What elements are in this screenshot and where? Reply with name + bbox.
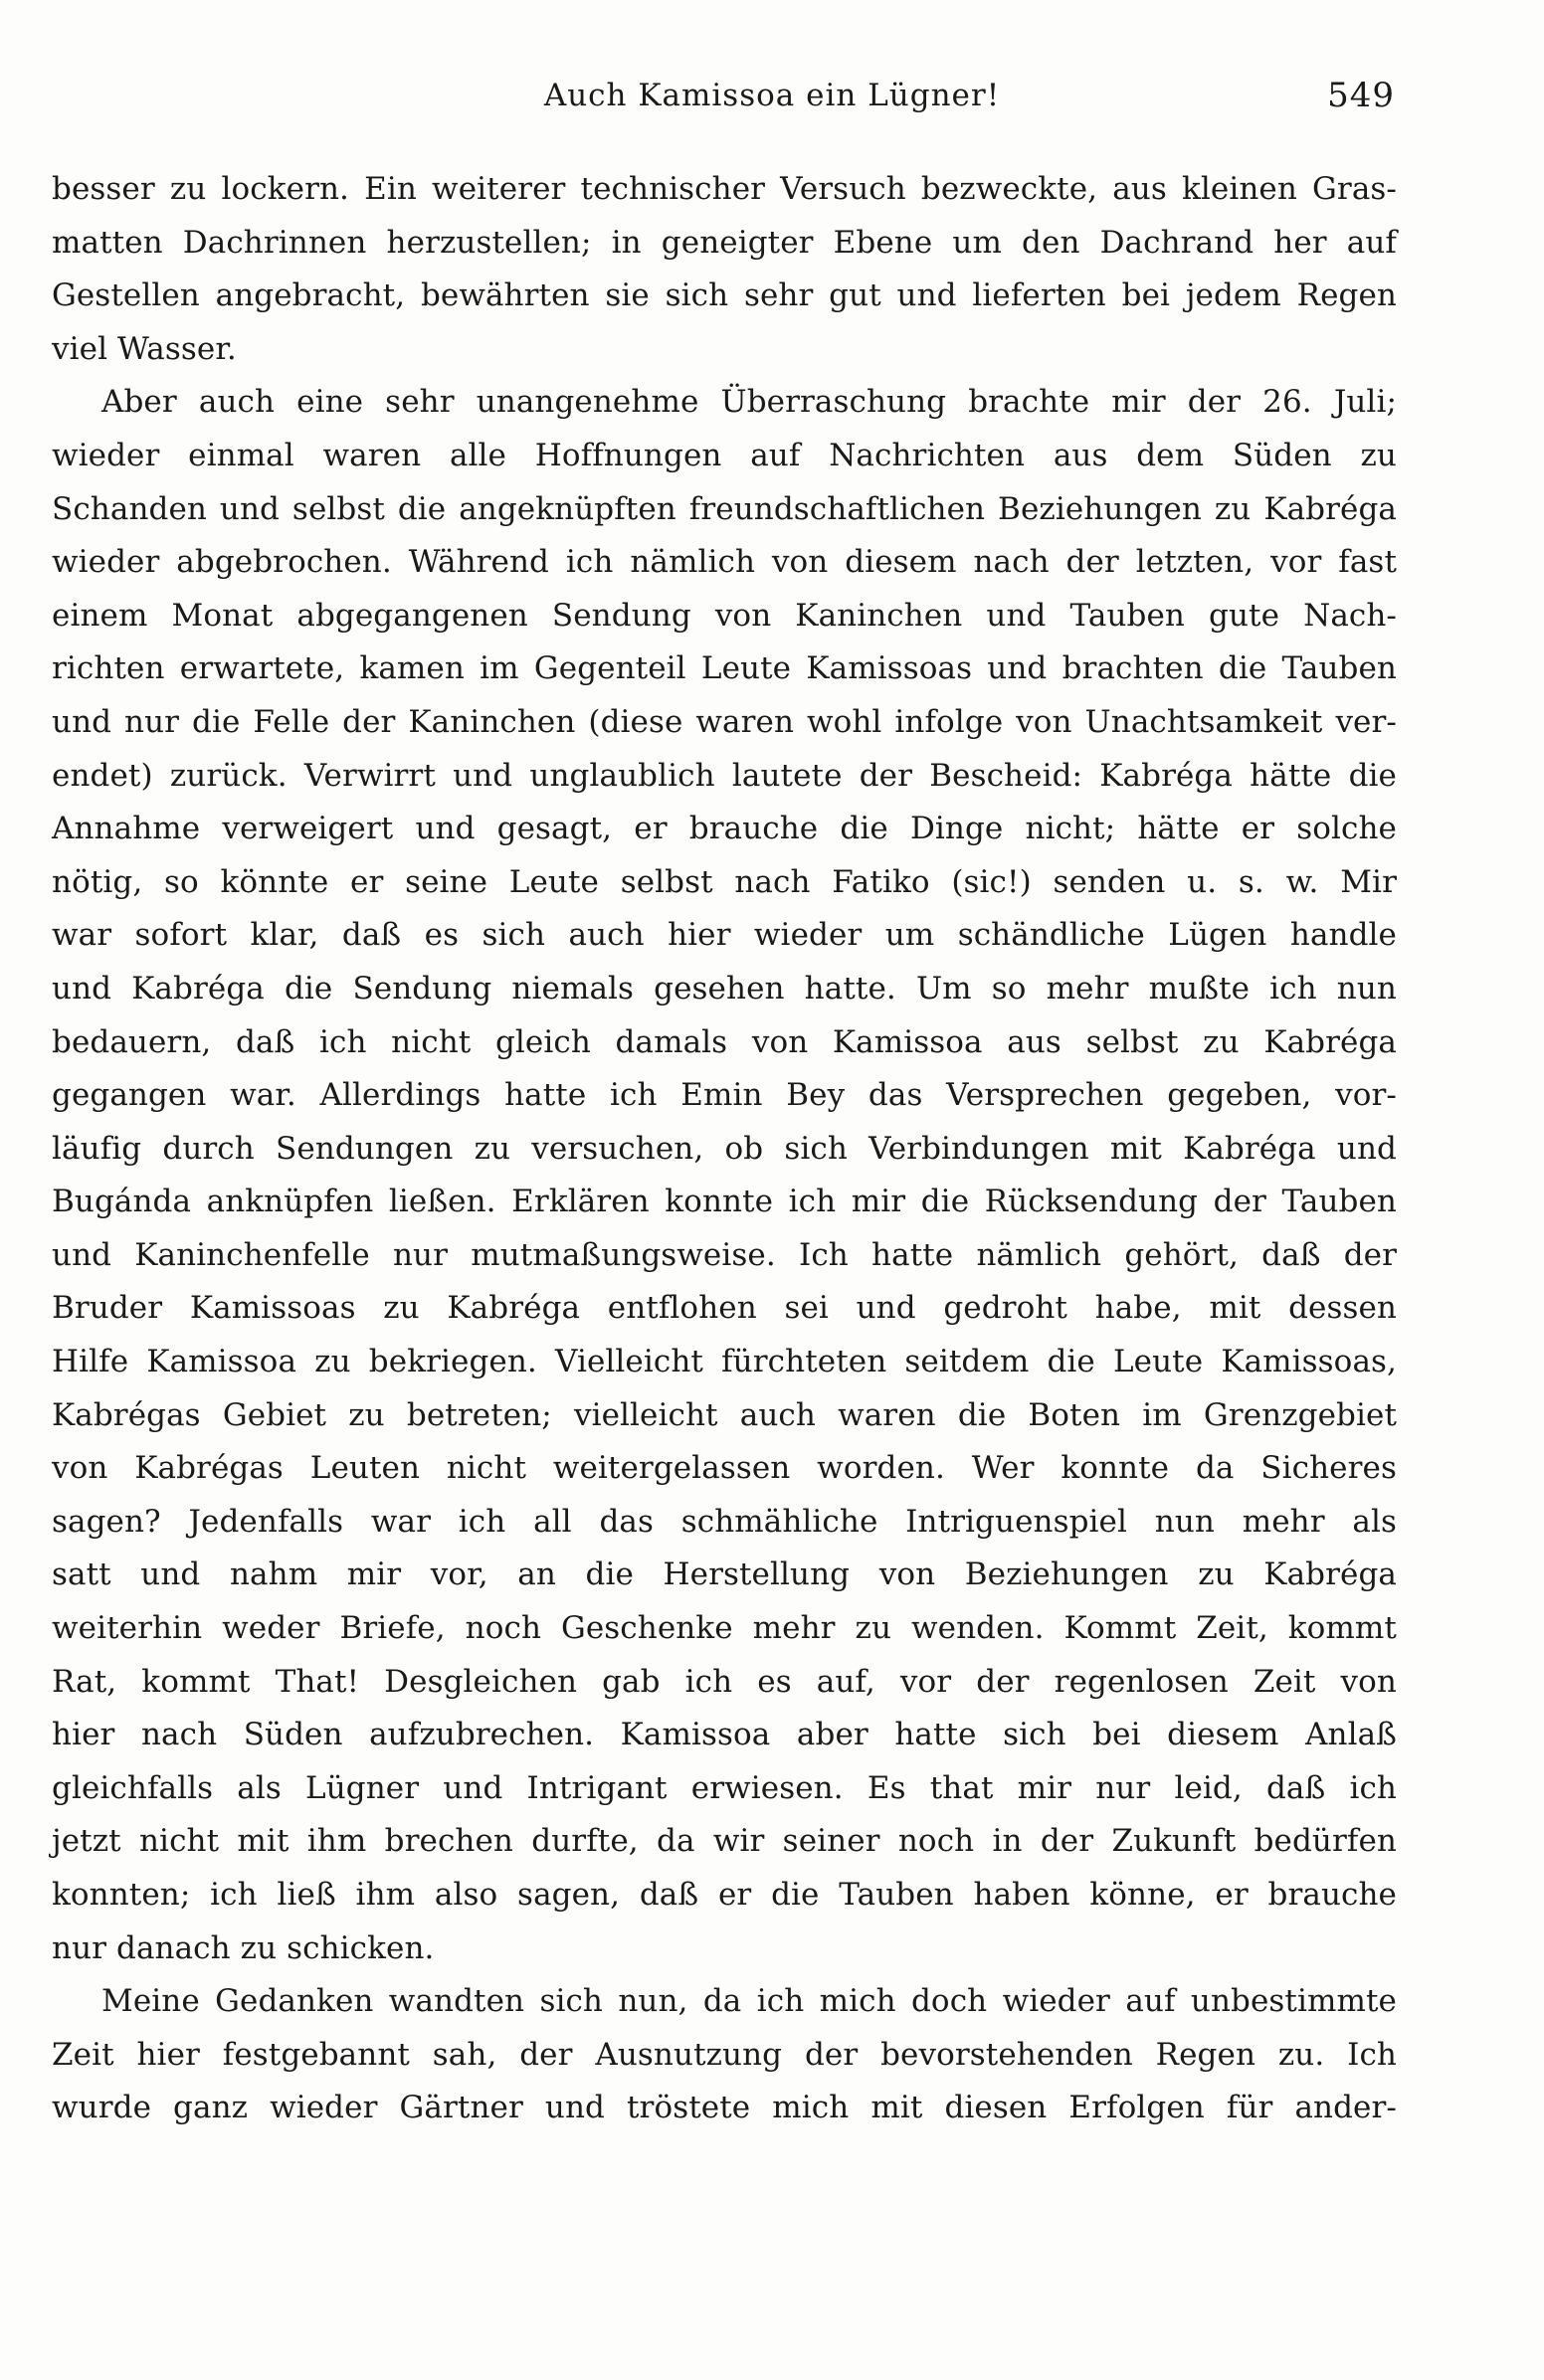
text-line: Hilfe Kamissoa zu bekriegen. Vielleicht fürchteten seitdem die Leute Kamissoas, <box>52 1344 1397 1380</box>
text-line: wieder abgebrochen. Während ich nämlich von diesem nach der letzten, vor fast <box>52 544 1397 581</box>
text-line: wieder einmal waren alle Hoffnungen auf Nachrichten aus dem Süden zu <box>52 437 1397 473</box>
text-line: endet) zurück. Verwirrt und unglaublich lautete der Bescheid: Kabréga hätte die <box>52 757 1397 794</box>
text-line: viel Wasser. <box>52 330 237 367</box>
text-line: war sofort klar, daß es sich auch hier wieder um schändliche Lügen handle <box>52 917 1397 954</box>
text-line: läufig durch Sendungen zu versuchen, ob sich Verbindungen mit Kabréga und <box>52 1130 1397 1167</box>
text-line: Kabrégas Gebiet zu betreten; vielleicht auch waren die Boten im Grenzgebiet <box>52 1396 1397 1433</box>
text-line: Annahme verweigert und gesagt, er brauche die Dinge nicht; hätte er solche <box>52 811 1397 847</box>
text-line: Schanden und selbst die angeknüpften freundschaftlichen Beziehungen zu Kabréga <box>52 490 1397 527</box>
text-line: Aber auch eine sehr unangenehme Überraschung brachte mir der 26. Juli; <box>101 384 1397 421</box>
text-line: nötig, so könnte er seine Leute selbst nach Fatiko (sic!) senden u. s. w. Mir <box>52 863 1397 900</box>
running-header <box>0 72 1544 121</box>
body-text <box>52 163 1397 2135</box>
text-line: sagen? Jedenfalls war ich all das schmähliche Intriguenspiel nun mehr als <box>52 1503 1397 1540</box>
text-line: Bruder Kamissoas zu Kabréga entflohen sei und gedroht habe, mit dessen <box>52 1290 1397 1327</box>
text-line: konnten; ich ließ ihm also sagen, daß er die Tauben haben könne, er brauche <box>52 1877 1397 1913</box>
text-line: bedauern, daß ich nicht gleich damals von Kamissoa aus selbst zu Kabréga <box>52 1023 1397 1060</box>
page-number: 549 <box>1327 76 1395 115</box>
text-line: satt und nahm mir vor, an die Herstellung von Beziehungen zu Kabréga <box>52 1556 1397 1593</box>
text-line: Rat, kommt That! Desgleichen gab ich es auf, vor der regenlosen Zeit von <box>52 1663 1397 1700</box>
text-line: wurde ganz wieder Gärtner und tröstete mich mit diesen Erfolgen für ander- <box>52 2090 1397 2126</box>
running-title: Auch Kamissoa ein Lügner! <box>543 78 1001 113</box>
text-line: Bugánda anknüpfen ließen. Erklären konnte ich mir die Rücksendung der Tauben <box>52 1184 1397 1220</box>
text-line: einem Monat abgegangenen Sendung von Kaninchen und Tauben gute Nach- <box>52 597 1397 634</box>
text-line: hier nach Süden aufzubrechen. Kamissoa aber hatte sich bei diesem Anlaß <box>52 1717 1397 1753</box>
text-line: Gestellen angebracht, bewährten sie sich sehr gut und lieferten bei jedem Regen <box>52 277 1397 314</box>
text-line: richten erwartete, kamen im Gegenteil Leute Kamissoas und brachten die Tauben <box>52 650 1397 687</box>
text-line: weiterhin weder Briefe, noch Geschenke mehr zu wenden. Kommt Zeit, kommt <box>52 1610 1397 1647</box>
text-line: matten Dachrinnen herzustellen; in geneigter Ebene um den Dachrand her auf <box>52 224 1397 261</box>
text-line: von Kabrégas Leuten nicht weitergelassen worden. Wer konnte da Sicheres <box>52 1450 1397 1487</box>
text-line: jetzt nicht mit ihm brechen durfte, da wir seiner noch in der Zukunft bedürfen <box>52 1823 1397 1860</box>
text-line: und nur die Felle der Kaninchen (diese waren wohl infolge von Unachtsamkeit ver- <box>52 703 1397 740</box>
text-line: besser zu lockern. Ein weiterer technischer Versuch bezweckte, aus kleinen Gras- <box>52 171 1397 207</box>
text-line: Meine Gedanken wandten sich nun, da ich mich doch wieder auf unbestimmte <box>101 1983 1397 2020</box>
text-line: und Kaninchenfelle nur mutmaßungsweise. Ich hatte nämlich gehört, daß der <box>52 1236 1397 1273</box>
text-line: gleichfalls als Lügner und Intrigant erwiesen. Es that mir nur leid, daß ich <box>52 1769 1397 1806</box>
text-line: nur danach zu schicken. <box>52 1929 435 1966</box>
text-line: Zeit hier festgebannt sah, der Ausnutzung der bevorstehenden Regen zu. Ich <box>52 2036 1397 2073</box>
text-line: und Kabréga die Sendung niemals gesehen hatte. Um so mehr mußte ich nun <box>52 970 1397 1007</box>
text-line: gegangen war. Allerdings hatte ich Emin Bey das Versprechen gegeben, vor- <box>52 1077 1397 1114</box>
